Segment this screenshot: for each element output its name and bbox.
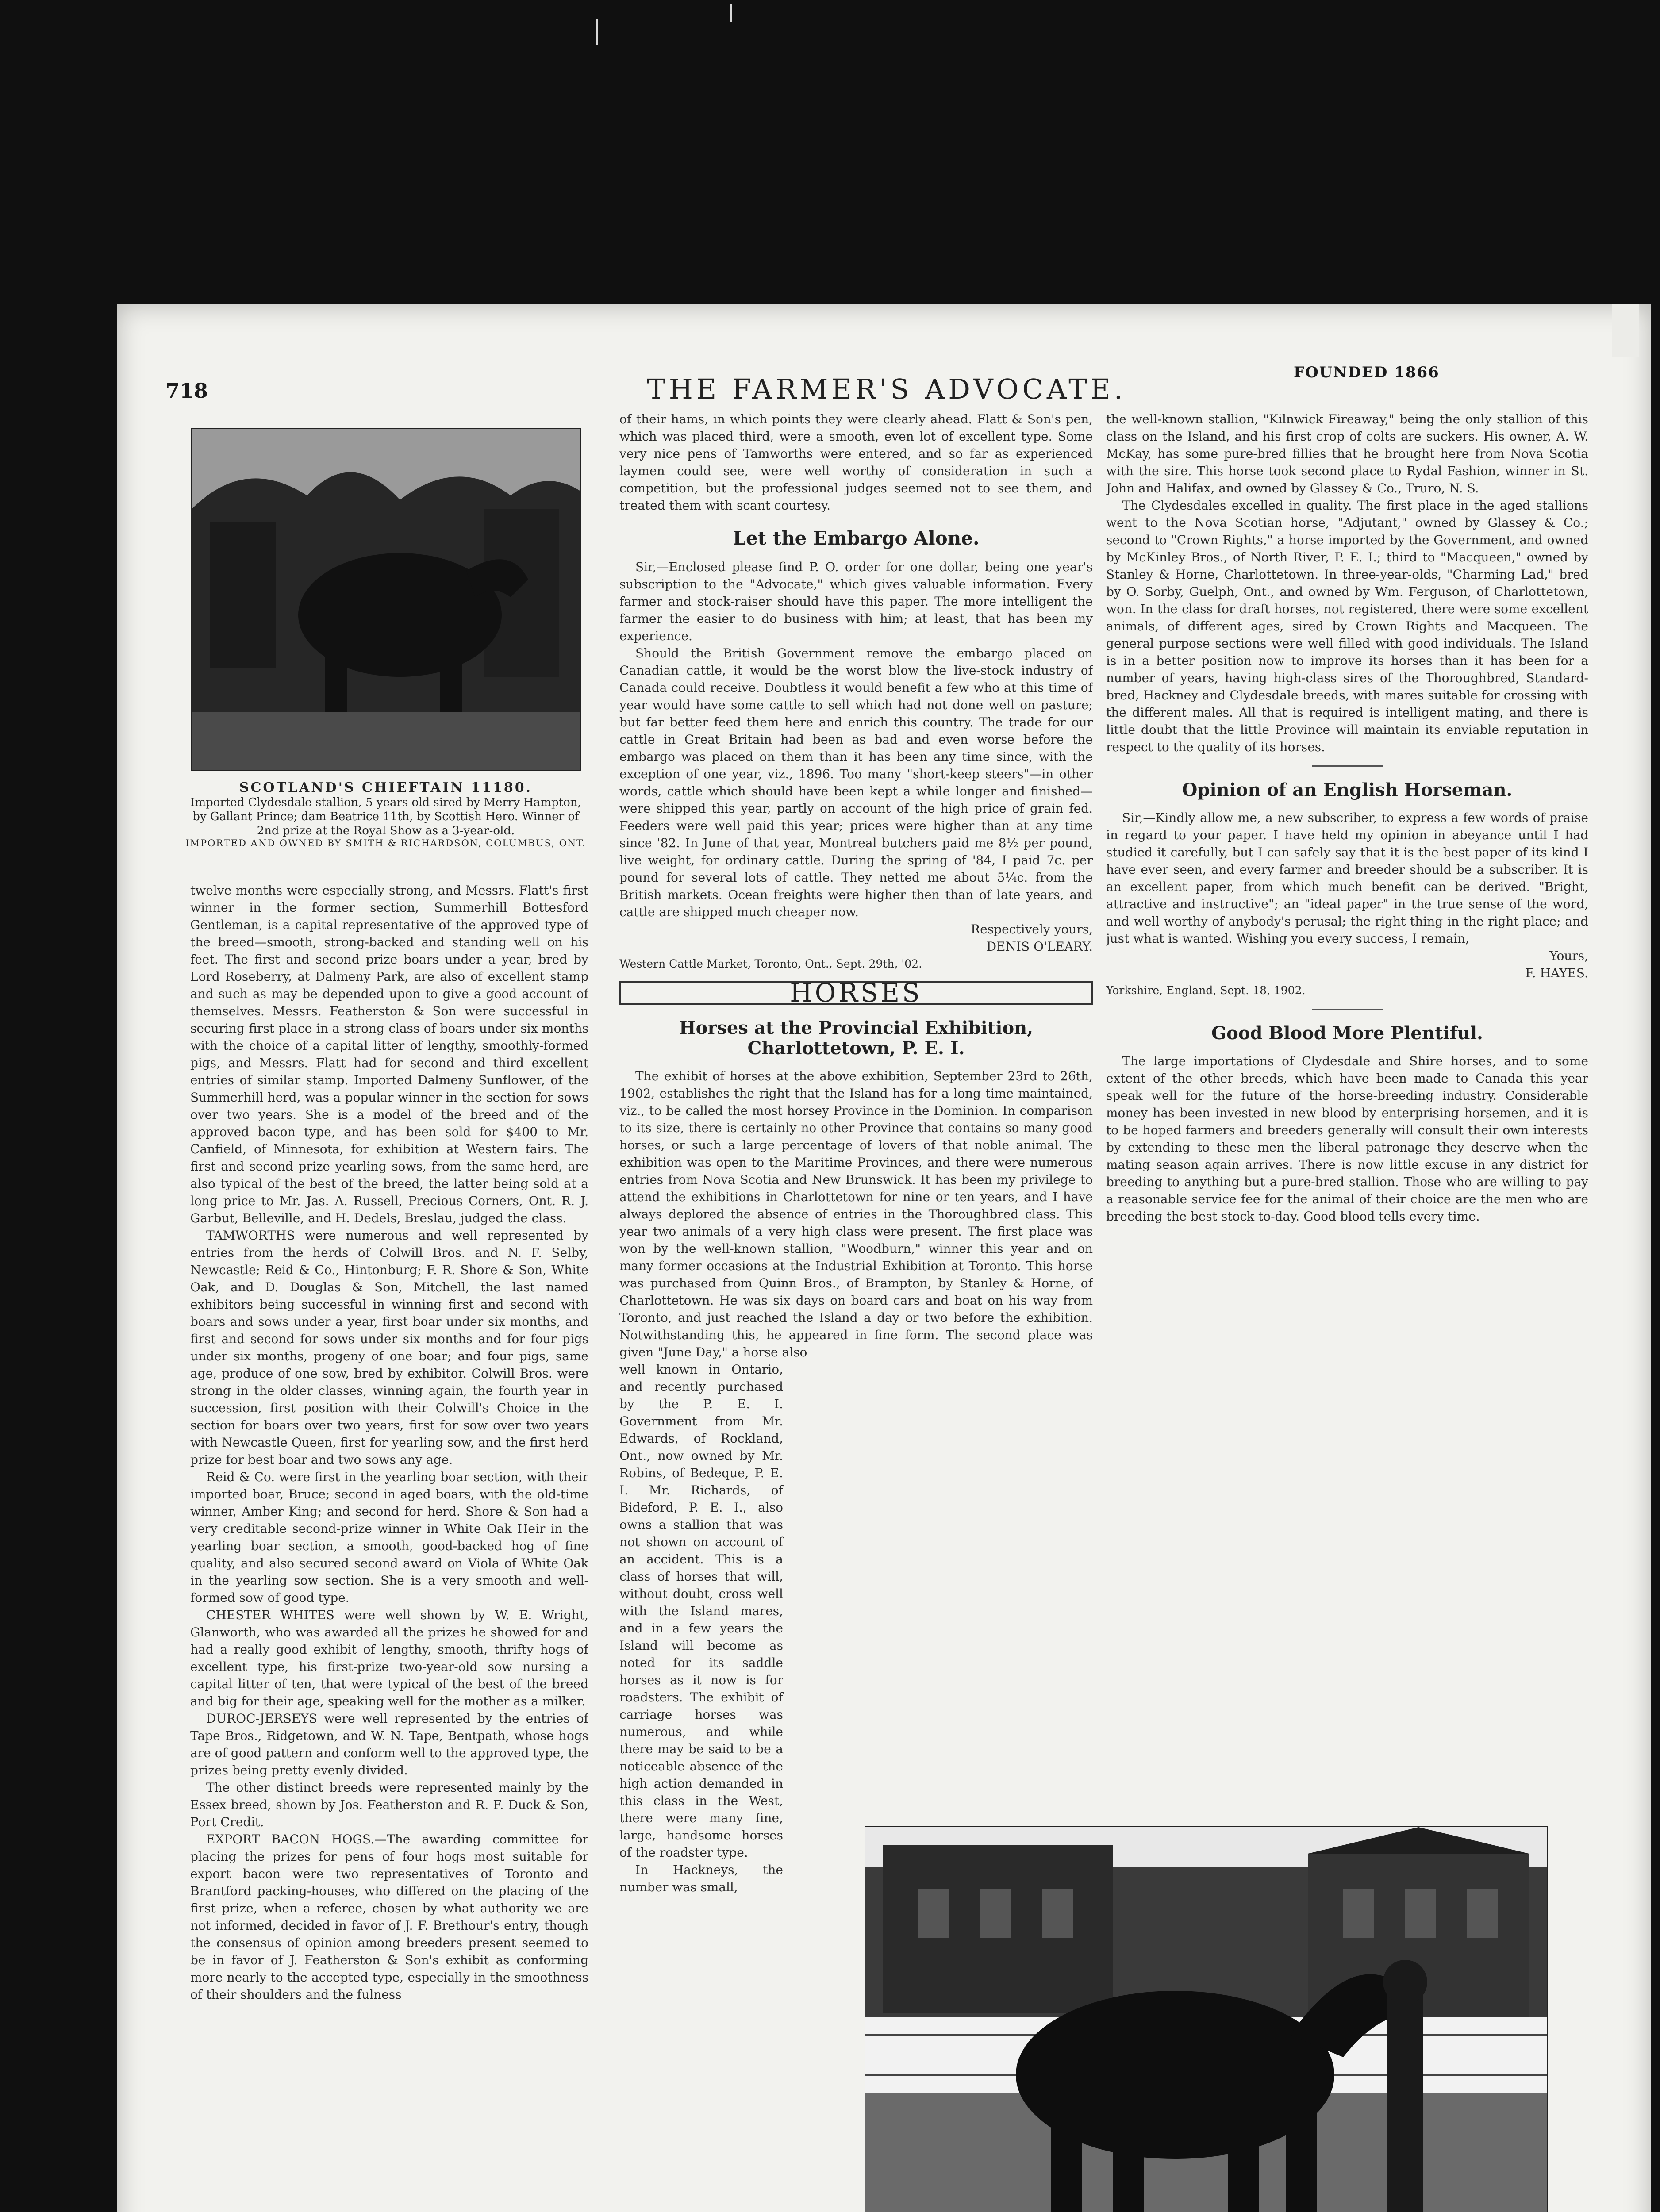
column-1 — [190, 882, 588, 2212]
paragraph: In Hackneys, the number was small, — [619, 1863, 783, 1894]
letter-paragraph: Sir,—Kindly allow me, a new subscriber, to express a few words of praise in regard to your paper. I have held my opinion in abeyance until I had studied it carefully, but I can safely say that it is the best paper of its kind I have ever seen, and every farmer and breeder should be a subscriber. It is an excellent paper, from which much benefit can be derived. "Bright, attractive and instructive"; an "ideal paper" in the true sense of the word, and well worthy of anybody's perusal; the right thing in the right place; and just what is wanted. Wishing you every success, I remain, — [1106, 810, 1588, 946]
newspaper-page — [117, 304, 1651, 2212]
paragraph: CHESTER WHITES were well shown by W. E. Wright, Glanworth, who was awarded all the prizes he showed for and had a really good exhibit of lengthy, smooth, thrifty hogs of excellent type, his first-prize two-year-old sow nursing a capital litter of ten, that were typical of the best of the breed and big for their age, speaking well for the mother as a milker. — [190, 1608, 588, 1709]
paragraph: The large importations of Clydesdale and Shire horses, and to some extent of the other breeds, which have been made to Canada this year speak well for the future of the horse-breeding industry. Considerable money has been invested in new blood by enterprising horsemen, and it is to be hoped farmers and breeders generally will consult their own interests by extending to these men the liberal patronage they deserve when the mating season again arrives. There is now little excuse in any district for breeding to anything but a pure-bred stallion. Those who are willing to pay a reasonable service fee for the animal of their choice are the men who are breeding the best stock to-day. Good blood tells every time. — [1106, 1054, 1588, 1224]
caption-text: Imported Clydesdale stallion, 5 years old sired by Merry Hampton, by Gallant Prince; dam Beatrice 11th, by Scottish Hero. Winner of 2nd prize at the Royal Show as a 3-year-old. — [190, 796, 581, 837]
opinion-heading: Opinion of an English Horseman. — [1182, 780, 1513, 800]
embargo-heading: Let the Embargo Alone. — [733, 527, 980, 549]
caption-title: SCOTLAND'S CHIEFTAIN 11180. — [239, 780, 533, 795]
letter-paragraph: Should the British Government remove the embargo placed on Canadian cattle, it would be the worst blow the live-stock industry of Canada could receive. Doubtless it would benefit a few who at this time of year would have some cattle to sell which had not done well on pasture; but far better feed them here and enrich this country. The trade for our cattle in Great Britain had been as bad and even worse before the embargo was placed on them than it has been any time since, with the exception of one year, viz., 1896. Too many "short-keep steers"—in other words, cattle which should have been kept a while longer and finished—were shipped this year, partly on account of the high price of grain fed. Feeders were well paid this year; prices were higher than at any time since '82. In June of that year, Montreal butchers paid me 8½ per pound, live weight, for ordinary cattle. During the spring of '84, I paid 7c. per pound for several lots of cattle. They netted me about 5¼c. from the British markets. Ocean freights were higher then than of late years, and cattle are shipped much cheaper now. — [619, 646, 1093, 919]
page-number: 718 — [165, 379, 208, 403]
section-rule — [1312, 765, 1383, 767]
letter-signature: DENIS O'LEARY. — [986, 939, 1093, 954]
scotlands-chieftain-photo — [191, 428, 581, 771]
paragraph: twelve months were especially strong, and Messrs. Flatt's first winner in the former section, Summerhill Bottesford Gentleman, is a capital representative of the approved type of the breed—smooth, strong-backed and standing well on his feet. The first and second prize boars under a year, bred by Lord Roseberry, at Dalmeny Park, are also of excellent stamp and such as may be depended upon to give a good account of themselves. Messrs. Featherston & Son were successful in securing first place in a strong class of boars under six months with the choice of a capital litter of lengthy, smoothly-formed pigs, and Messrs. Flatt had for second and third excellent entries of similar stamp. Imported Dalmeny Sunflower, of the Summerhill herd, was a popular winner in the section for sows over two years. She is a model of the breed and of the approved bacon type, and has been sold for $400 to Mr. Canfield, of Minnesota, for exhibition at Western fairs. The first and second prize yearling sows, from the same herd, are also typical of the best of the breed, the latter being sold at a long price to Mr. Jas. A. Russell, Precious Corners, Ont. R. J. Garbut, Belleville, and H. Dedels, Breslau, judged the class. — [190, 883, 588, 1225]
paragraph: The Clydesdales excelled in quality. The first place in the aged stallions went to the Nova Scotian horse, "Adjutant," owned by Glassey & Co.; second to "Crown Rights," a horse imported by the Government, and owned by McKinley Bros., of North River, P. E. I.; third to "Macqueen," owned by Stanley & Horne, Charlottetown. In three-year-olds, "Charming Lad," bred by O. Sorby, Guelph, Ont., and owned by Wm. Ferguson, of Charlottetown, won. In the class for draft horses, not registered, there were some excellent animals, of different ages, sired by Crown Rights and Macqueen. The general purpose sections were well filled with good individuals. The Island is in a better position now to improve its horses than it has been for a number of years, having high-class sires of the Thoroughbred, Standard-bred, Hackney and Clydesdale breeds, with mares suitable for crossing with the different males. All that is required is intelligent mating, and there is little doubt that the little Province will maintain its enviable reputation in respect to the quality of its horses. — [1106, 498, 1588, 754]
horses-article-heading: Horses at the Provincial Exhibition, Charlottetown, P. E. I. — [679, 1018, 1034, 1059]
section-rule — [1312, 1009, 1383, 1010]
film-mark — [596, 19, 598, 45]
paragraph: The other distinct breeds were represented mainly by the Essex breed, shown by Jos. Featherston and R. F. Duck & Son, Port Credit. — [190, 1780, 588, 1829]
letter-dateline: Western Cattle Market, Toronto, Ont., Sept. 29th, '02. — [619, 957, 922, 970]
clipping-right — [1612, 304, 1639, 357]
paragraph: the well-known stallion, "Kilnwick Fireaway," being the only stallion of this class on the Island, and his first crop of colts are suckers. His owner, A. W. McKay, has some pure-bred fillies that he brought here from Nova Scotia with the sire. This horse took second place to Rydal Fashion, winner in St. John and Halifax, and owned by Glassey & Co., Truro, N. S. — [1106, 412, 1588, 495]
paragraph: The exhibit of horses at the above exhibition, September 23rd to 26th, 1902, establishes the right that the Island has for a long time maintained, viz., to be called the most horsey Province in the Dominion. In comparison to its size, there is certainly no other Province that contains so many good horses, or such a large percentage of lovers of that noble animal. The exhibition was open to the Maritime Provinces, and there were numerous entries from Nova Scotia and New Brunswick. It has been my privilege to attend the exhibitions in Charlottetown for nine or ten years, and I have always deplored the absence of entries in the Thoroughbred class. This year two animals of a very high class were present. The first place was won by the well-known stallion, "Woodburn," winner this year and on many former occasions at the Industrial Exhibition at Toronto. This horse was purchased from Quinn Bros., of Brampton, by Stanley & Horne, of Charlottetown. He was six days on board cars and boat on his way from Toronto, and just reached the Island a day or two before the exhibition. Notwithstanding this, he appeared in fine form. The second place was given "June Day," a horse also — [619, 1069, 1093, 1359]
letter-closing: Yours, — [1549, 949, 1588, 963]
stallion-photo-image — [865, 1827, 1547, 2212]
column-3 — [1106, 411, 1588, 1570]
letter-paragraph: Sir,—Enclosed please find P. O. order for one dollar, being one year's subscription to the "Advocate," which gives valuable information. Every farmer and stock-raiser should have this paper. The more intelligent the farmer the easier to do business with him; at least, that has been my experience. — [619, 560, 1093, 643]
masthead-title: THE FARMER'S ADVOCATE. — [647, 373, 1126, 405]
film-mark — [730, 4, 732, 22]
narrow-text-wrap — [619, 1361, 783, 1896]
paragraph: TAMWORTHS were numerous and well represented by entries from the herds of Colwill Bros. and N. F. Selby, Newcastle; Reid & Co., Hintonburg; F. R. Shore & Son, White Oak, and D. Douglas & Son, Mitchell, the last named exhibitors being successful in winning first and second with boars and sows under a year, first boar under six months, and first and second for sows under six months and for four pigs under six months, progeny of one boar; and four pigs, same age, produce of one sow, bred by exhibitor. Colwill Bros. were strong in the older classes, winning again, the fourth year in succession, first position with their Colwill's Choice in the section for boars over two years, first for sow over two years with Newcastle Queen, first for yearling sow, and the first herd prize for best boar and two sows any age. — [190, 1228, 588, 1467]
good-blood-heading: Good Blood More Plentiful. — [1211, 1023, 1483, 1044]
founded-note: FOUNDED 1866 — [1294, 364, 1440, 381]
laurentian-photo — [865, 1826, 1548, 2212]
paragraph: DUROC-JERSEYS were well represented by the entries of Tape Bros., Ridgetown, and W. N. Tape, Bentpath, whose hogs are of good pattern and conform well to the approved type, the prizes being pretty evenly divided. — [190, 1711, 588, 1778]
paragraph: Reid & Co. were first in the yearling boar section, with their imported boar, Bruce; second in aged boars, with the old-time winner, Amber King; and second for herd. Shore & Son had a very creditable second-prize winner in White Oak Heir in the yearling boar section, a smooth, good-backed hog of fine quality, and also secured second award on Viola of White Oak in the yearling sow section. She is a very smooth and well-formed sow of good type. — [190, 1470, 588, 1605]
caption-owner: IMPORTED AND OWNED BY SMITH & RICHARDSON, COLUMBUS, ONT. — [185, 838, 586, 849]
horse-photo-image — [192, 429, 580, 770]
paragraph: EXPORT BACON HOGS.—The awarding committee for placing the prizes for pens of four hogs most suitable for export bacon were two representatives of Toronto and Brantford packing-houses, who differed on the placing of the first prize, when a referee, chosen by what authority we are not informed, decided in favor of J. F. Brethour's entry, though the consensus of opinion among breeders present seemed to be in favor of J. Featherston & Son's exhibit as conforming more nearly to the accepted type, especially in the smoothness of their shoulders and the fulness — [190, 1832, 588, 2002]
paragraph: well known in Ontario, and recently purchased by the P. E. I. Government from Mr. Edwards, of Rockland, Ont., now owned by Mr. Robins, of Bedeque, P. E. I. Mr. Richards, of Bideford, P. E. I., also owns a stallion that was not shown on account of an accident. This is a class of horses that will, without doubt, cross well with the Island mares, and in a few years the Island will become as noted for its saddle horses as it now is for roadsters. The exhibit of carriage horses was numerous, and while there may be said to be a noticeable absence of the high action demanded in this class in the West, there were many fine, large, handsome horses of the roadster type. — [619, 1362, 783, 1860]
letter-signature: F. HAYES. — [1525, 966, 1588, 980]
paragraph: of their hams, in which points they were clearly ahead. Flatt & Son's pen, which was placed third, were a smooth, even lot of excellent type. Some very nice pens of Tamworths were entered, and so far as experienced laymen could see, were well worthy of consideration in such a competition, but the professional judges seemed not to see them, and treated them with scant courtesy. — [619, 412, 1093, 513]
letter-closing: Respectively yours, — [971, 922, 1093, 937]
horses-section-banner: HORSES — [619, 981, 1093, 1005]
scotlands-chieftain-caption — [183, 780, 588, 849]
letter-dateline: Yorkshire, England, Sept. 18, 1902. — [1106, 984, 1306, 997]
